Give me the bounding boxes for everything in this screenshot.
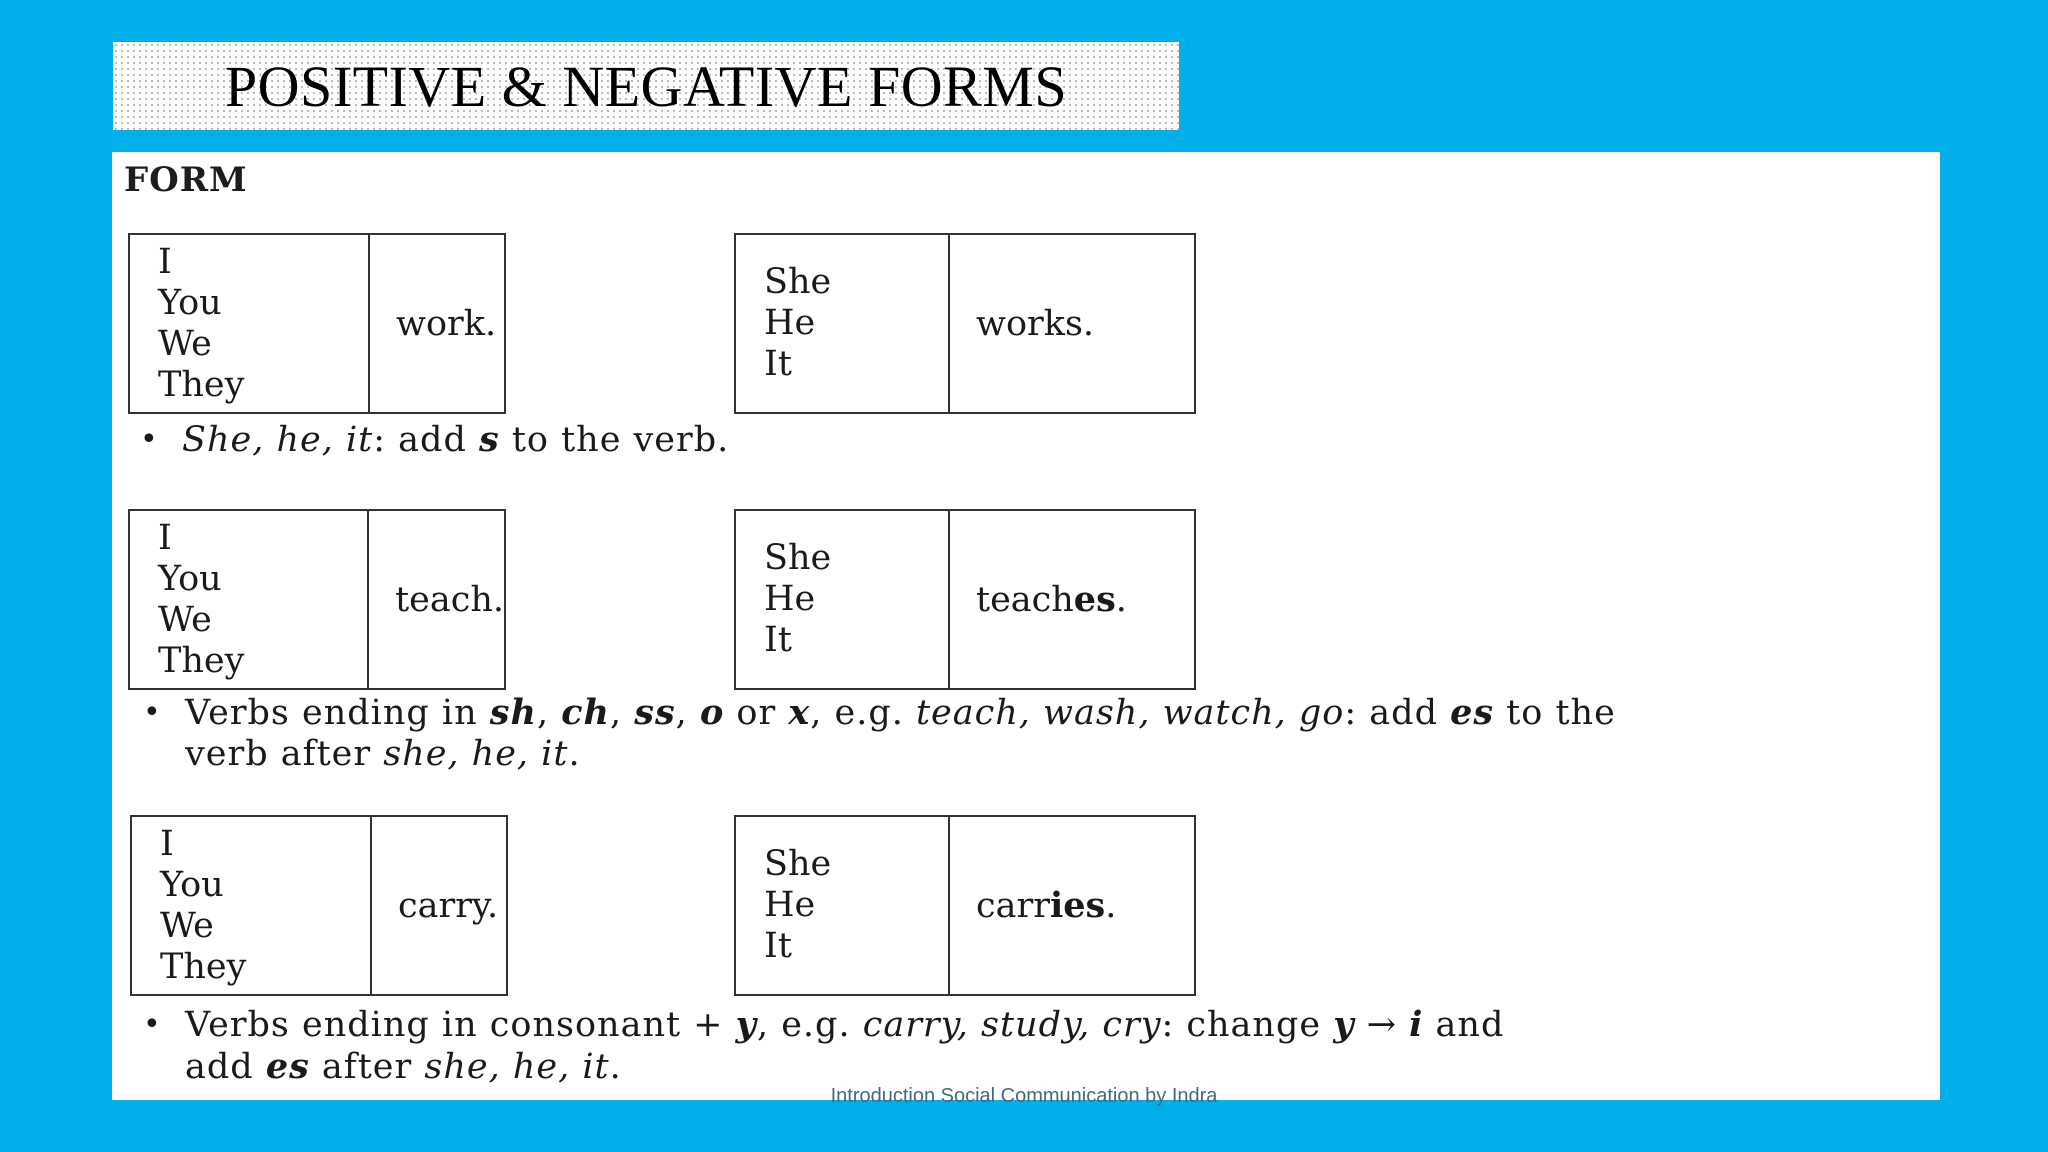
verb-cell: works. — [976, 303, 1095, 344]
pronoun-cell — [736, 511, 950, 688]
pronoun-cell — [736, 235, 950, 412]
pronoun-cell — [736, 817, 950, 994]
bullet-icon: • — [143, 695, 162, 730]
conjugation-table-plain-3 — [130, 815, 508, 996]
verb-cell: carr ies . — [976, 885, 1117, 926]
pronoun-cell — [130, 511, 369, 688]
rule-text-3 — [143, 1004, 1505, 1088]
verb-cell: carry. — [398, 885, 499, 926]
verb-cell: work. — [396, 303, 497, 344]
pronoun: He — [764, 579, 816, 619]
pronoun: She — [764, 262, 832, 302]
pronoun: It — [764, 926, 792, 966]
pronoun: They — [158, 640, 245, 681]
pronoun: He — [764, 303, 816, 343]
conjugation-table-third-person-1 — [734, 233, 1196, 414]
pronoun-cell — [132, 817, 372, 994]
pronoun: We — [160, 905, 214, 946]
rule-line: Verbs ending in sh, ch, ss, o or x, e.g. teach, wash, watch, go: add es to the — [185, 692, 1616, 733]
pronoun: They — [160, 946, 247, 987]
rule-text-2 — [143, 692, 1616, 775]
footer-credit: Introduction Social Communication by Indra — [830, 1085, 1218, 1107]
pronoun-cell — [130, 235, 370, 412]
form-heading: FORM — [124, 160, 248, 200]
conjugation-table-third-person-2 — [734, 509, 1196, 690]
bullet-icon: • — [143, 1007, 162, 1042]
rule-text-1: • She, he, it: add s to the verb. — [140, 419, 730, 460]
pronoun: You — [158, 282, 222, 323]
pronoun: I — [158, 517, 172, 558]
content-panel — [112, 152, 1940, 1100]
page-title: POSITIVE & NEGATIVE FORMS — [224, 53, 1068, 119]
pronoun: You — [158, 558, 222, 599]
pronoun: She — [764, 538, 832, 578]
pronoun: I — [160, 823, 174, 864]
pronoun: She — [764, 844, 832, 884]
conjugation-table-plain-2 — [128, 509, 506, 690]
pronoun: We — [158, 599, 212, 640]
pronoun: He — [764, 885, 816, 925]
pronoun: I — [158, 241, 172, 282]
title-banner — [113, 42, 1179, 130]
rule-line: add es after she, he, it. — [185, 1046, 622, 1087]
pronoun: It — [764, 344, 792, 384]
conjugation-table-third-person-3 — [734, 815, 1196, 996]
rule-line: Verbs ending in consonant + y, e.g. carry, study, cry: change y → i and — [185, 1004, 1505, 1045]
conjugation-table-plain-1 — [128, 233, 506, 414]
pronoun: You — [160, 864, 224, 905]
rule-line: verb after she, he, it. — [185, 734, 581, 774]
verb-cell: teach es . — [976, 579, 1127, 620]
pronoun: They — [158, 364, 245, 405]
bullet-icon: • — [140, 422, 159, 457]
verb-cell: teach. — [395, 579, 504, 620]
pronoun: It — [764, 620, 792, 660]
pronoun: We — [158, 323, 212, 364]
